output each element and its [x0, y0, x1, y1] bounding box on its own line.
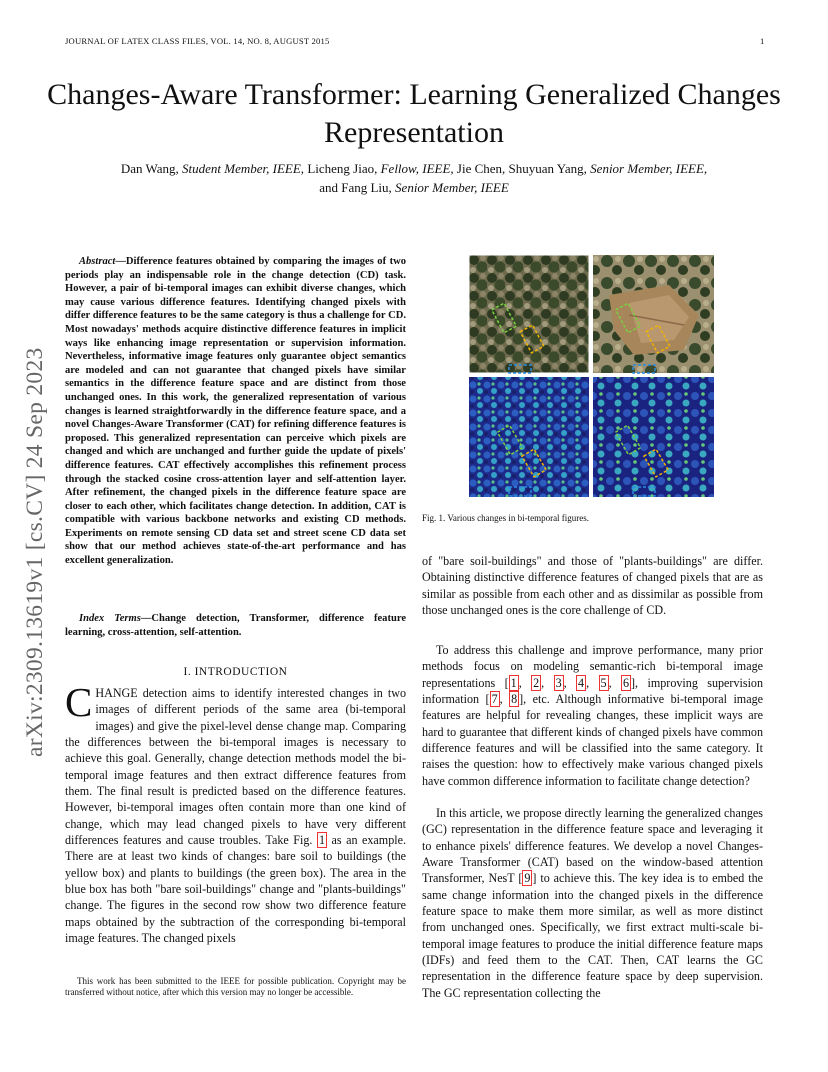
- journal-header: JOURNAL OF LATEX CLASS FILES, VOL. 14, NO. 8, AUGUST 2015: [65, 36, 330, 46]
- intro-text-b: as an example. There are at least two kinds of changes: bare soil to buildings (the yellow box) and plants to buildings (the green box). The area in the blue box has both "bare soil-buildings" change and "plants-buildings" change. The figures in the second row show two difference feature maps obtained by the subtraction of the corresponding bi-temporal image features. The changed pixels: [65, 833, 407, 946]
- author-list: [40, 159, 788, 197]
- author-5: and Fang Liu,: [319, 180, 396, 195]
- arxiv-stamp: arXiv:2309.13619v1 [cs.CV] 24 Sep 2023: [22, 347, 48, 757]
- figure-1: [469, 255, 714, 497]
- author-3-4: Jie Chen, Shuyuan Yang,: [453, 161, 591, 176]
- right-paragraph-3: [422, 805, 763, 1001]
- index-terms: [65, 612, 406, 639]
- author-5-role: Senior Member, IEEE: [395, 180, 509, 195]
- citation-1[interactable]: 1: [510, 675, 517, 690]
- author-1-role: Student Member, IEEE,: [182, 161, 305, 176]
- author-4-role: Senior Member, IEEE,: [590, 161, 708, 176]
- figure-1-image: [469, 255, 714, 497]
- author-2-role: Fellow, IEEE,: [380, 161, 454, 176]
- drop-cap: C: [65, 679, 93, 725]
- footnote: This work has been submitted to the IEEE for possible publication. Copyright may be transferred without notice, after which this version may no longer be accessible.: [65, 976, 406, 998]
- figure-link[interactable]: 1: [318, 833, 325, 848]
- index-terms-label: Index Terms: [79, 613, 141, 624]
- author-1: Dan Wang,: [120, 161, 183, 176]
- citation-8[interactable]: 8: [511, 692, 518, 707]
- citation-9[interactable]: 9: [524, 871, 531, 886]
- index-terms-text: —Change detection, Transformer, difference feature learning, cross-attention, self-attention.: [65, 613, 406, 638]
- intro-paragraph: [65, 679, 407, 947]
- page-number: 1: [760, 36, 765, 46]
- p2-text-b: ], improving supervision information [: [422, 675, 764, 707]
- citation-2[interactable]: 2: [533, 675, 540, 690]
- p2-text-a: To address this challenge and improve performance, many prior methods focus on modeling semantic-rich bi-temporal image representations [: [422, 643, 763, 690]
- paper-title: Changes-Aware Transformer: Learning Generalized Changes Representation: [47, 78, 781, 149]
- section-heading: I. INTRODUCTION: [183, 666, 288, 678]
- right-paragraph-1: of "bare soil-buildings" and those of "plants-buildings" are differ. Obtaining distinctive difference features of changed pixels that are as similar as possible from each other and as dissimilar as possible from those unchanged ones is the core challenge of CD.: [422, 554, 763, 618]
- abstract-text: —Difference features obtained by comparing the images of two periods play an indispensable role in the change detection (CD) task. However, a pair of bi-temporal images can exhibit diverse changes, which may cause various difference features. Identifying changed pixels with differ difference features to be the same category is thus a challenge for CD. Most nowadays' methods acquire distinctive difference features in implicit ways like enhancing image representation or supervision information. Nevertheless, informative image features only guarantee object semantics are modeled and can not guarantee that changed pixels have similar semantics in the difference feature space and are distinct from those unchanged ones. In this work, the generalized representation of various changes is learned straightforwardly in the difference feature space, and a novel Changes-Aware Transformer (CAT) for refining difference features is proposed. This generalized representation can perceive which pixels are changed and which are unchanged and further guide the update of pixels' difference features. CAT effectively accomplishes this refinement process through the stacked cosine cross-attention layer and self-attention layer. After refinement, the changed pixels in the difference feature space are closer to each other, which facilitates change detection. In addition, CAT is compatible with various backbone networks and existing CD methods. Experiments on remote sensing CD data set and street scene CD data set show that our method achieves state-of-the-art performance and has excellent generalization.: [65, 256, 406, 567]
- intro-text-a: HANGE detection aims to identify interested changes in two images of different periods of the same area (bi-temporal images) and give the pixel-level dense change map. Comparing the differences between the bi-temporal images is necessary to achieve this goal. Generally, change detection methods model the bi-temporal image features and then extract difference features from them. The final result is predicted based on the difference features. However, bi-temporal images often contain more than one kind of change, which may lead changed pixels to have very different differences features and cause troubles. Take Fig.: [65, 686, 406, 848]
- citation-7[interactable]: 7: [491, 692, 498, 707]
- abstract-label: Abstract: [79, 256, 116, 267]
- p3-text-a: In this article, we propose directly learning the generalized changes (GC) representation in the difference feature space and leveraging it to enhance pixels' difference features. We develop a novel Changes-Aware Transformer (CAT) based on the window-based attention Transformer, NesT [: [422, 806, 763, 886]
- figure-1-caption: Fig. 1. Various changes in bi-temporal figures.: [422, 513, 590, 523]
- abstract: [65, 255, 406, 568]
- p2-text-c: ], etc. Although informative bi-temporal image features are helpful for revealing changes, these implicit ways are hard to guarantee that different kinds of changed pixels have common difference features and will be classified into the same category. It raises the question: how to effectively make various changed pixels have common difference information to facilitate change detection?: [422, 692, 763, 788]
- right-paragraph-2: To address this challenge and improve performance, many prior methods focus on modeling semantic-rich bi-temporal image representations [ 1 , 2 , 3 , 4 , 5 , 6 ], improving supervision information [ 7 , 8 ], etc. Although informative bi-temporal image features are helpful for revealing changes, these implicit ways are hard to guarantee that different kinds of changed pixels have common difference features and will be classified into the same category. It raises the question: how to effectively make various changed pixels have common difference information to facilitate change detection?: [422, 643, 764, 788]
- citation-4[interactable]: 4: [578, 675, 585, 690]
- p3-text-b: ] to achieve this. The key idea is to embed the same change information into the changed pixels in the difference feature space to make them more similar, as well as more distinct from unchanged ones. Specifically, we first extract multi-scale bi-temporal image features to produce the initial difference feature maps (IDFs) and feed them to the CAT. Then, CAT learns the GC representation in the difference feature space by deep supervision. The GC representation collecting the: [422, 871, 763, 1000]
- citation-6[interactable]: 6: [622, 675, 630, 690]
- author-2: Licheng Jiao,: [304, 161, 381, 176]
- citation-3[interactable]: 3: [555, 675, 562, 690]
- citation-5[interactable]: 5: [600, 675, 607, 690]
